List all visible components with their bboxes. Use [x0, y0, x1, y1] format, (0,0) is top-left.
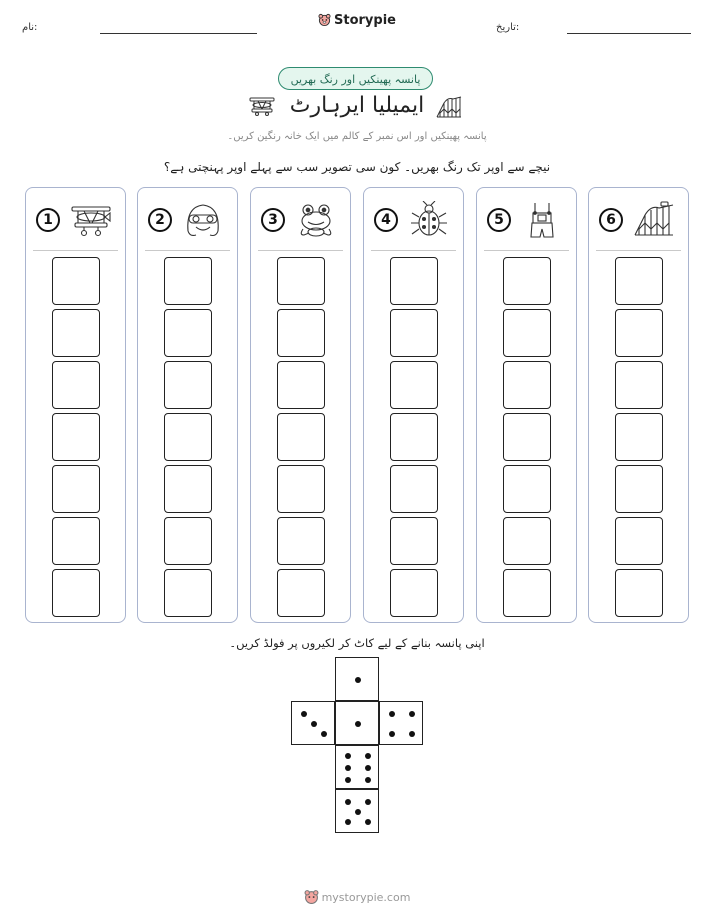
color-box[interactable]	[615, 257, 663, 305]
die-pip	[345, 777, 351, 783]
color-box[interactable]	[615, 465, 663, 513]
die-pip	[409, 731, 415, 737]
column-divider	[33, 250, 118, 251]
die-pip	[365, 765, 371, 771]
die-pip	[345, 753, 351, 759]
aviator-helmet-icon	[182, 201, 224, 239]
date-line	[567, 33, 691, 34]
die-pip	[355, 721, 361, 727]
column-divider	[258, 250, 343, 251]
color-box[interactable]	[52, 309, 100, 357]
column-header	[364, 188, 463, 250]
color-box[interactable]	[52, 465, 100, 513]
race-column-5	[476, 187, 577, 623]
column-divider	[596, 250, 681, 251]
column-header	[589, 188, 688, 250]
column-divider	[145, 250, 230, 251]
roller-coaster-icon	[633, 201, 675, 239]
die-instruction: اپنی پانسہ بنانے کے لیے کاٹ کر لکیروں پر فولڈ کریں۔	[229, 636, 485, 650]
footer-url: mystorypie.com	[321, 891, 411, 904]
color-box[interactable]	[615, 309, 663, 357]
die-face-4	[379, 701, 423, 745]
brand-name: Storypie	[334, 13, 396, 28]
color-box[interactable]	[390, 413, 438, 461]
color-box[interactable]	[277, 257, 325, 305]
die-pip	[311, 721, 317, 727]
column-number: 2	[148, 208, 172, 232]
column-number: 4	[374, 208, 398, 232]
die-face-5	[335, 789, 379, 833]
color-box[interactable]	[615, 517, 663, 565]
column-header	[251, 188, 350, 250]
column-header	[477, 188, 576, 250]
color-box[interactable]	[615, 413, 663, 461]
date-label: تاریخ:	[496, 22, 520, 33]
color-box[interactable]	[390, 257, 438, 305]
color-box[interactable]	[503, 413, 551, 461]
die-pip	[389, 731, 395, 737]
die-pip	[301, 711, 307, 717]
die-pip	[355, 809, 361, 815]
die-pip	[345, 819, 351, 825]
page-subtitle: پانسہ پھینکیں اور اس نمبر کے کالم میں ایک خانہ رنگین کریں۔	[227, 131, 487, 142]
race-column-4	[363, 187, 464, 623]
color-box[interactable]	[503, 361, 551, 409]
color-box[interactable]	[277, 413, 325, 461]
page-title: ایمیلیا ایرہارٹ	[289, 93, 425, 118]
die-pip	[365, 753, 371, 759]
color-box[interactable]	[164, 465, 212, 513]
die-face-1	[335, 701, 379, 745]
die-pip	[321, 731, 327, 737]
race-column-3	[250, 187, 351, 623]
color-box[interactable]	[52, 413, 100, 461]
color-box[interactable]	[390, 569, 438, 617]
color-box[interactable]	[52, 569, 100, 617]
color-box[interactable]	[390, 465, 438, 513]
color-box[interactable]	[277, 465, 325, 513]
die-face-3	[291, 701, 335, 745]
race-column-6	[588, 187, 689, 623]
name-label: نام:	[22, 22, 38, 33]
race-column-2	[137, 187, 238, 623]
color-box[interactable]	[277, 517, 325, 565]
title-roller-coaster-icon	[436, 95, 462, 119]
column-divider	[371, 250, 456, 251]
die-pip	[409, 711, 415, 717]
die-face-1	[335, 657, 379, 701]
color-box[interactable]	[503, 569, 551, 617]
color-box[interactable]	[164, 309, 212, 357]
column-header	[26, 188, 125, 250]
die-pip	[345, 799, 351, 805]
column-number: 5	[487, 208, 511, 232]
color-box[interactable]	[503, 465, 551, 513]
overalls-icon	[521, 201, 563, 239]
color-box[interactable]	[277, 361, 325, 409]
color-box[interactable]	[164, 569, 212, 617]
color-box[interactable]	[277, 569, 325, 617]
color-box[interactable]	[390, 309, 438, 357]
column-number: 1	[36, 208, 60, 232]
color-box[interactable]	[164, 361, 212, 409]
beetle-icon	[408, 201, 450, 239]
column-header	[138, 188, 237, 250]
die-pip	[365, 799, 371, 805]
footer	[0, 889, 714, 904]
column-number: 6	[599, 208, 623, 232]
color-box[interactable]	[503, 257, 551, 305]
frog-icon	[295, 201, 337, 239]
topic-badge: پانسہ پھینکیں اور رنگ بھریں	[278, 67, 433, 90]
color-box[interactable]	[164, 257, 212, 305]
color-box[interactable]	[164, 517, 212, 565]
die-pip	[365, 819, 371, 825]
color-box[interactable]	[615, 361, 663, 409]
die-face-6	[335, 745, 379, 789]
name-line	[100, 33, 257, 34]
die-pip	[365, 777, 371, 783]
brand-header	[0, 13, 714, 28]
question-text: نیچے سے اوپر تک رنگ بھریں۔ کون سی تصویر سب سے پہلے اوپر پہنچتی ہے؟	[163, 160, 551, 174]
storypie-logo-icon	[318, 13, 331, 26]
biplane-icon	[70, 201, 112, 239]
color-box[interactable]	[390, 361, 438, 409]
color-box[interactable]	[164, 413, 212, 461]
storypie-footer-logo-icon	[304, 889, 319, 904]
die-pip	[345, 765, 351, 771]
color-box[interactable]	[52, 361, 100, 409]
color-box[interactable]	[52, 517, 100, 565]
color-box[interactable]	[615, 569, 663, 617]
color-box[interactable]	[52, 257, 100, 305]
color-box[interactable]	[503, 517, 551, 565]
color-box[interactable]	[390, 517, 438, 565]
race-column-1	[25, 187, 126, 623]
die-pip	[389, 711, 395, 717]
column-divider	[484, 250, 569, 251]
color-box[interactable]	[277, 309, 325, 357]
color-box[interactable]	[503, 309, 551, 357]
column-number: 3	[261, 208, 285, 232]
die-pip	[355, 677, 361, 683]
